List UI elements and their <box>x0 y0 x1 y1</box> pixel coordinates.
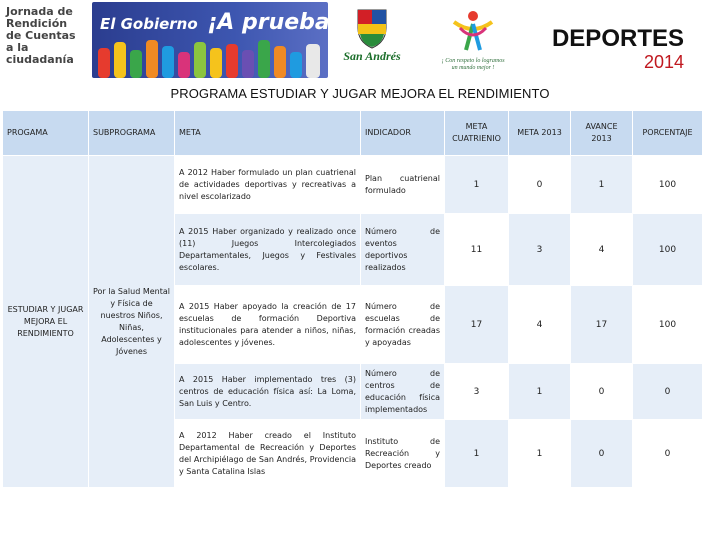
header-avance-2013: AVANCE 2013 <box>571 111 633 156</box>
header-indicador: INDICADOR <box>361 111 445 156</box>
avance-2013-cell: 1 <box>571 156 633 214</box>
programa-cell: ESTUDIAR Y JUGAR MEJORA EL RENDIMIENTO <box>3 156 89 488</box>
meta-cuatrienio-cell: 17 <box>445 286 509 364</box>
table-header-row <box>3 111 703 156</box>
indicador-cell: Número de escuelas de formación creadas y apoyadas <box>361 286 445 364</box>
meta-2013-cell: 1 <box>509 364 571 420</box>
avance-2013-cell: 17 <box>571 286 633 364</box>
section-year: 2014 <box>643 52 684 72</box>
page-title: PROGRAMA ESTUDIAR Y JUGAR MEJORA EL RENDIMIENTO <box>170 86 550 101</box>
event-logo-line: Rendición <box>6 17 68 30</box>
indicador-cell: Número de eventos deportivos realizados <box>361 214 445 286</box>
table-row <box>3 156 703 214</box>
avance-2013-cell: 0 <box>571 364 633 420</box>
avance-2013-cell: 0 <box>571 420 633 488</box>
meta-cuatrienio-cell: 1 <box>445 420 509 488</box>
header-subprograma: SUBPROGRAMA <box>89 111 175 156</box>
avance-2013-cell: 4 <box>571 214 633 286</box>
banner-prueba: ¡A prueba ! <box>207 10 348 35</box>
gobierno-banner <box>92 2 348 78</box>
meta-cell: A 2015 Haber organizado y realizado once (11) Juegos Intercolegiados Departamentales, Juegos y Festivales escolares. <box>175 214 361 286</box>
hand-icon <box>98 40 320 78</box>
campaign-logo <box>440 6 506 74</box>
indicador-cell: Número de centros de educación física implementados <box>361 364 445 420</box>
meta-cell: A 2015 Haber apoyado la creación de 17 escuelas de formación Deportiva institucionales para atender a niños, niñas, adolescentes y jóvenes. <box>175 286 361 364</box>
header-meta: META <box>175 111 361 156</box>
header-porcentaje: PORCENTAJE <box>633 111 703 156</box>
colorful-figure-icon <box>440 6 506 58</box>
porcentaje-cell: 100 <box>633 286 703 364</box>
section-heading <box>552 26 684 72</box>
raised-hands-illustration <box>92 38 328 78</box>
header-programa: PROGAMA <box>3 111 89 156</box>
meta-cell: A 2015 Haber implementado tres (3) centros de educación física así: La Loma, San Luis y Centro. <box>175 364 361 420</box>
meta-cell: A 2012 Haber creado el Instituto Departamental de Recreación y Deportes del Archipiélago de San Andrés, Providencia y Santa Catalina Islas <box>175 420 361 488</box>
banner-gobierno: El Gobierno <box>100 15 198 33</box>
event-logo-line: de Cuentas <box>6 29 76 42</box>
crest-caption: San Andrés <box>343 49 401 63</box>
meta-cuatrienio-cell: 11 <box>445 214 509 286</box>
event-logo-line: Jornada de <box>6 5 73 18</box>
campaign-logo-caption: ¡ Con respeto lo logramos un mundo mejor ! <box>441 58 505 71</box>
event-logo-line: a la ciudadanía <box>6 41 74 66</box>
porcentaje-cell: 0 <box>633 420 703 488</box>
meta-2013-cell: 0 <box>509 156 571 214</box>
meta-2013-cell: 1 <box>509 420 571 488</box>
header-meta-2013: META 2013 <box>509 111 571 156</box>
program-table <box>2 110 703 488</box>
porcentaje-cell: 100 <box>633 156 703 214</box>
meta-cell: A 2012 Haber formulado un plan cuatrienal de actividades deportivas y recreativas a nivel escolarizado <box>175 156 361 214</box>
indicador-cell: Instituto de Recreación y Deportes creado <box>361 420 445 488</box>
crest-icon <box>340 6 404 50</box>
section-title: DEPORTES <box>551 25 684 52</box>
san-andres-crest <box>340 6 404 74</box>
event-logo-text <box>6 6 88 66</box>
porcentaje-cell: 100 <box>633 214 703 286</box>
subprograma-cell: Por la Salud Mental y Física de nuestros Niños, Niñas, Adolescentes y Jóvenes <box>89 156 175 488</box>
meta-2013-cell: 4 <box>509 286 571 364</box>
meta-2013-cell: 3 <box>509 214 571 286</box>
porcentaje-cell: 0 <box>633 364 703 420</box>
meta-cuatrienio-cell: 1 <box>445 156 509 214</box>
header-meta-cuatrienio: META CUATRIENIO <box>445 111 509 156</box>
meta-cuatrienio-cell: 3 <box>445 364 509 420</box>
banner-slogan <box>100 10 347 35</box>
indicador-cell: Plan cuatrienal formulado <box>361 156 445 214</box>
